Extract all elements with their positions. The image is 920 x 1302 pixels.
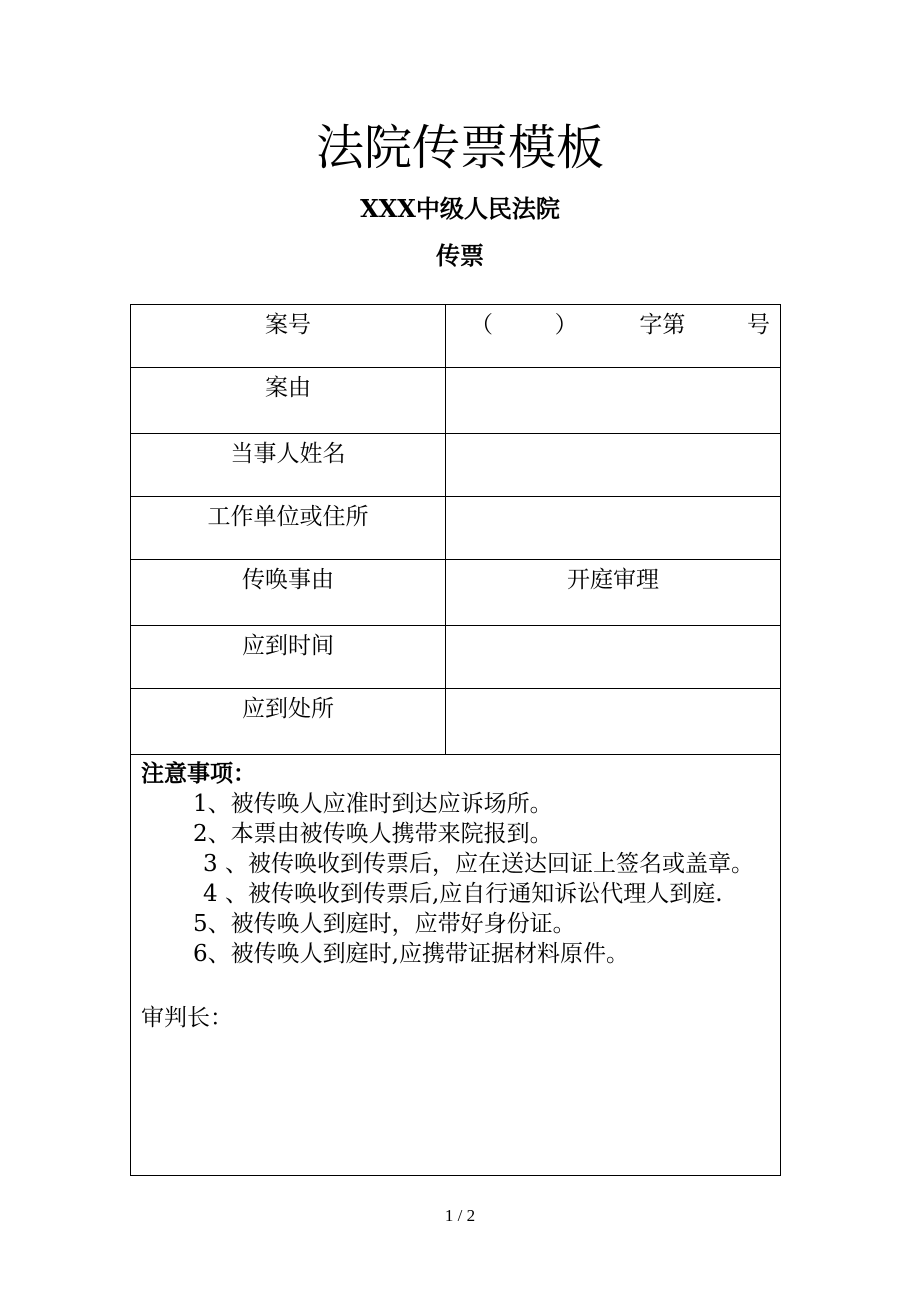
appearance-time-label: 应到时间 — [131, 626, 446, 689]
form-row-case-number — [131, 305, 781, 368]
case-cause-label: 案由 — [131, 368, 446, 434]
case-number-value — [446, 305, 781, 368]
workplace-address-label: 工作单位或住所 — [131, 497, 446, 560]
form-row-party-name — [131, 434, 781, 497]
form-row-appearance-place — [131, 689, 781, 755]
case-cause-value — [446, 368, 781, 434]
presiding-judge-label: 审判长： — [141, 1005, 233, 1031]
note-item: 3 、被传唤收到传票后，应在送达回证上签名或盖章。 — [203, 851, 754, 877]
case-number-close-paren: ） — [554, 312, 578, 338]
note-item: 4 、被传唤收到传票后,应自行通知诉讼代理人到庭. — [203, 881, 723, 907]
form-row-appearance-time — [131, 626, 781, 689]
document-subtitle: 传票 — [436, 241, 484, 270]
case-number-hao: 号 — [746, 312, 770, 338]
summons-form-table — [130, 304, 781, 1176]
court-name: XXX中级人民法院 — [360, 194, 560, 223]
appearance-place-value — [446, 689, 781, 755]
form-row-workplace-address — [131, 497, 781, 560]
form-row-summons-reason — [131, 560, 781, 626]
notes-heading: 注意事项： — [141, 760, 256, 787]
case-number-open-paren: （ — [470, 312, 493, 338]
workplace-address-value — [446, 497, 781, 560]
note-item: 2、本票由被传唤人携带来院报到。 — [193, 821, 553, 847]
appearance-time-value — [446, 626, 781, 689]
summons-reason-value: 开庭审理 — [446, 560, 781, 626]
note-item: 6、被传唤人到庭时,应携带证据材料原件。 — [193, 941, 629, 967]
appearance-place-label: 应到处所 — [131, 689, 446, 755]
form-row-case-cause — [131, 368, 781, 434]
summons-reason-label: 传唤事由 — [131, 560, 446, 626]
note-item: 1、被传唤人应准时到达应诉场所。 — [193, 791, 553, 817]
party-name-label: 当事人姓名 — [131, 434, 446, 497]
notes-cell — [131, 755, 781, 1176]
page-number: 1 / 2 — [444, 1206, 476, 1225]
document-title: 法院传票模板 — [315, 120, 604, 176]
case-number-label: 案号 — [131, 305, 446, 368]
note-item: 5、被传唤人到庭时，应带好身份证。 — [193, 911, 576, 937]
party-name-value — [446, 434, 781, 497]
case-number-zi-di: 字第 — [639, 312, 686, 338]
form-row-notes — [131, 755, 781, 1176]
